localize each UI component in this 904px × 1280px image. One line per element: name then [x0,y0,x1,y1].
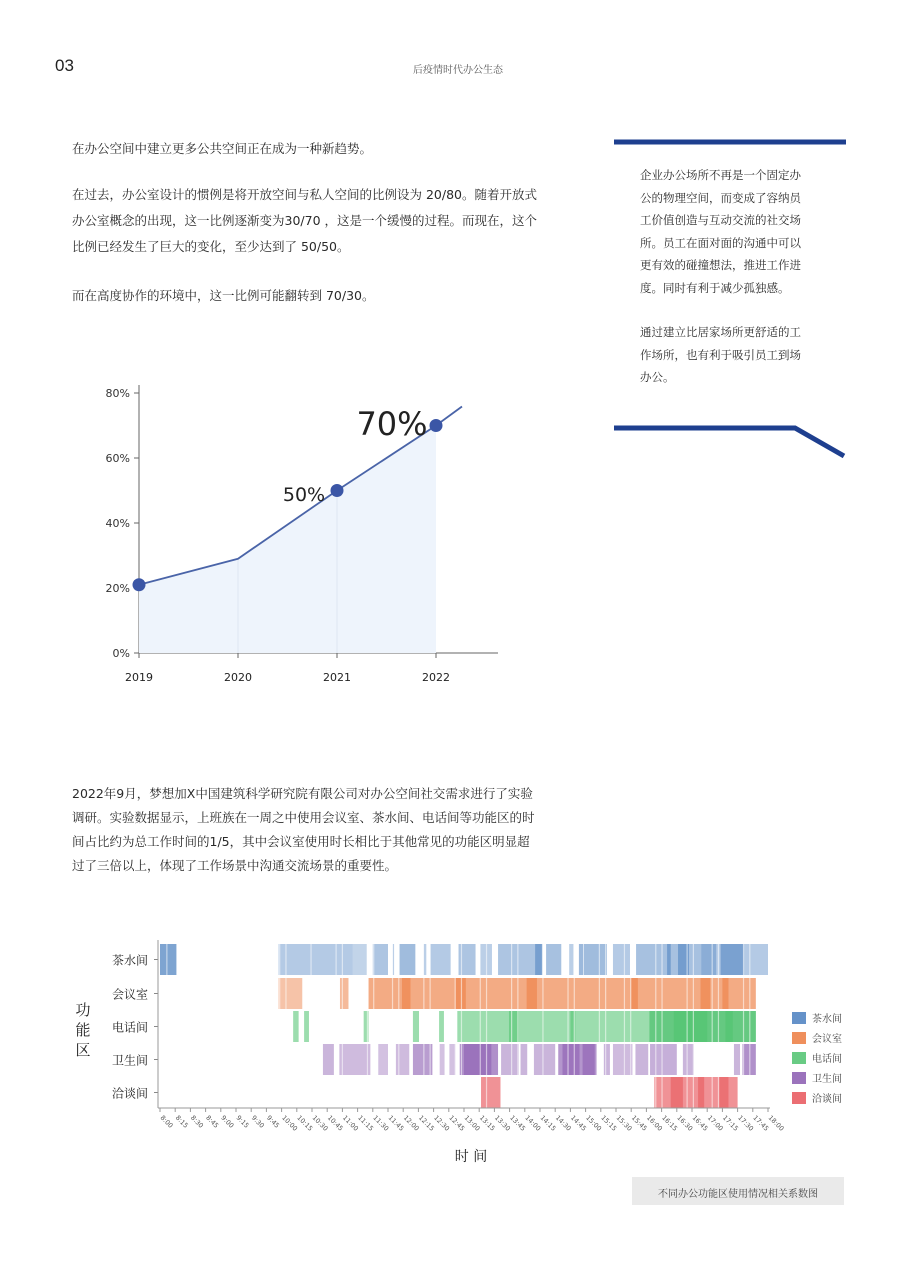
segment-gap [511,1044,512,1075]
x-tick-label: 9:00 [219,1113,236,1130]
x-tick-label: 15:30 [614,1113,634,1133]
usage-segment-dense [721,944,744,975]
segment-gap [285,978,286,1009]
segment-gap [687,978,688,1009]
legend-label: 茶水间 [812,1014,842,1025]
usage-segment-dense [402,978,411,1009]
segment-gap [398,978,399,1009]
usage-segment [293,1011,298,1042]
segment-gap [605,944,606,975]
x-tick-label: 13:30 [492,1113,512,1133]
usage-segment [613,1044,632,1075]
usage-segment [501,1044,519,1075]
segment-gap [712,1011,713,1042]
segment-gap [718,978,719,1009]
segment-gap [486,978,487,1009]
usage-segment-dense [455,978,465,1009]
legend-swatch [792,1012,806,1024]
row-label: 卫生间 [111,1053,148,1068]
usage-segment [353,944,367,975]
segment-gap [693,1011,694,1042]
segment-gap [599,944,600,975]
x-tick-label: 13:45 [508,1113,528,1133]
segment-gap [342,978,343,1009]
segment-gap [166,944,167,975]
segment-gap [285,944,286,975]
usage-segment [396,1044,409,1075]
x-tick-label: 17:30 [736,1113,756,1133]
x-tick-label: 14:45 [568,1113,588,1133]
legend-swatch [792,1032,806,1044]
segment-gap [605,978,606,1009]
usage-segment [378,1044,388,1075]
usage-segment-dense [719,1077,728,1108]
legend-label: 洽谈间 [812,1094,842,1105]
x-tick-label: 15:15 [599,1113,619,1133]
segment-gap [655,1077,656,1108]
segment-gap [480,1011,481,1042]
segment-gap [542,978,543,1009]
segment-gap [693,1044,694,1075]
usage-segment [521,1044,528,1075]
usage-segment [604,1044,610,1075]
x-tick-label: 10:45 [325,1113,345,1133]
usage-segment [400,944,416,975]
x-tick-label: 13:00 [462,1113,482,1133]
segment-gap [661,1077,662,1108]
page-header-title: 后疫情时代办公生态 [413,65,503,76]
usage-segment [734,1044,740,1075]
segment-gap [630,978,631,1009]
segment-gap [461,978,462,1009]
usage-segment-dense [667,944,671,975]
segment-gap [423,978,424,1009]
paragraph-collab: 而在高度协作的环境中，这一比例可能翻转到 70/30。 [72,288,375,303]
x-tick-label: 11:45 [386,1113,406,1133]
segment-gap [712,978,713,1009]
x-tick-label: 2021 [323,671,351,684]
segment-gap [486,1077,487,1108]
segment-gap [624,1044,625,1075]
segment-gap [430,978,431,1009]
segment-gap [624,978,625,1009]
y-tick-label: 80% [105,387,130,400]
usage-segment [431,944,451,975]
segment-gap [693,944,694,975]
row-label: 茶水间 [111,953,148,968]
segment-gap [630,1011,631,1042]
page-number: 03 [55,56,74,75]
usage-segment [613,944,630,975]
segment-gap [517,1044,518,1075]
x-tick-label: 10:15 [295,1113,315,1133]
usage-segment-dense [674,1011,707,1042]
segment-gap [718,1011,719,1042]
usage-segment-dense [583,1044,595,1075]
segment-gap [279,978,280,1009]
usage-segment [279,978,303,1009]
segment-gap [486,1011,487,1042]
segment-gap [712,1077,713,1108]
usage-segment [584,944,607,975]
usage-segment [279,944,353,975]
segment-gap [655,944,656,975]
x-tick-label: 16:45 [690,1113,710,1133]
chart-caption: 不同办公功能区使用情况相关系数图 [658,1189,818,1200]
x-tick-label: 14:00 [523,1113,543,1133]
segment-gap [480,1044,481,1075]
segment-gap [599,1011,600,1042]
segment-gap [542,1044,543,1075]
segment-gap [743,944,744,975]
x-tick-label: 16:15 [660,1113,680,1133]
segment-gap [743,978,744,1009]
x-tick-label: 17:00 [705,1113,725,1133]
x-tick-label: 12:45 [447,1113,467,1133]
x-tick-label: 18:00 [766,1113,786,1133]
usage-segment [650,1044,677,1075]
segment-gap [342,1044,343,1075]
segment-gap [511,1011,512,1042]
usage-segment-dense [631,978,638,1009]
legend-swatch [792,1092,806,1104]
row-label: 电话间 [111,1020,148,1035]
segment-gap [373,978,374,1009]
usage-segment [413,1044,432,1075]
x-tick-label: 11:15 [356,1113,376,1133]
usage-segment [373,944,388,975]
annotation-50: 50% [282,484,326,506]
segment-gap [486,944,487,975]
segment-gap [461,1011,462,1042]
segment-gap [567,1011,568,1042]
x-tick-label: 16:30 [675,1113,695,1133]
segment-gap [687,944,688,975]
segment-gap [718,944,719,975]
segment-gap [743,1011,744,1042]
segment-gap [455,1044,456,1075]
usage-segment [160,944,176,975]
usage-segment [340,978,349,1009]
segment-gap [687,1044,688,1075]
segment-gap [605,1011,606,1042]
x-tick-label: 10:30 [310,1113,330,1133]
usage-segment [369,978,756,1009]
segment-gap [655,978,656,1009]
row-label: 洽谈间 [111,1086,148,1101]
x-tick-label: 11:30 [371,1113,391,1133]
segment-gap [486,1044,487,1075]
segment-gap [342,944,343,975]
usage-segment [546,944,561,975]
x-tick-label: 17:45 [751,1113,771,1133]
usage-segment-dense [464,1044,491,1075]
x-tick-label: 14:15 [538,1113,558,1133]
segment-gap [749,978,750,1009]
usage-segment [439,1011,444,1042]
y-tick-label: 60% [105,452,130,465]
segment-gap [605,1044,606,1075]
segment-gap [624,944,625,975]
usage-segment [701,944,716,975]
segment-gap [661,1044,662,1075]
usage-segment [339,1044,370,1075]
paragraph-survey: 2022年9月，梦想加X中国建筑科学研究院有限公司对办公空间社交需求进行了实验调研。实验数据显示，上班族在一周之中使用会议室、茶水间、电话间等功能区的时间占比约为总工作时间的1/5，其中会议室使用时长相比于其他常见的功能区明显超过了三倍以上，体现了工作场景中沟通交流场景的重要性。 [72,786,535,873]
segment-gap [517,944,518,975]
paragraph-history: 在过去，办公室设计的惯例是将开放空间与私人空间的比例设为 20/80。随着开放式办公室概念的出现，这一比例逐渐变为30/70 ，这是一个缓慢的过程。而现在，这个比例已经发生了巨大的变化，至少达到了 50/50。 [72,187,537,254]
usage-segment-dense [562,1044,579,1075]
segment-gap [743,1044,744,1075]
x-tick-label: 15:00 [584,1113,604,1133]
usage-segment [304,1011,309,1042]
paragraph-trend: 在办公空间中建立更多公共空间正在成为一种新趋势。 [72,141,373,156]
segment-gap [517,978,518,1009]
usage-segment-dense [671,1077,683,1108]
legend-swatch [792,1072,806,1084]
segment-gap [661,944,662,975]
x-tick-label: 8:45 [204,1113,221,1130]
segment-gap [310,944,311,975]
legend-label: 会议室 [812,1034,842,1045]
x-tick-label: 2019 [125,671,153,684]
segment-gap [712,944,713,975]
x-tick-label: 9:45 [264,1113,281,1130]
x-tick-label: 2022 [422,671,450,684]
usage-segment [393,944,394,975]
segment-gap [574,978,575,1009]
row-label: 会议室 [111,987,148,1002]
x-tick-label: 12:30 [432,1113,452,1133]
segment-gap [279,944,280,975]
usage-segment [481,1077,500,1108]
x-tick-label: 8:00 [158,1113,175,1130]
usage-segment [569,944,573,975]
segment-gap [693,1077,694,1108]
segment-gap [392,978,393,1009]
usage-segment [449,1044,455,1075]
segment-gap [749,944,750,975]
annotation-70: 70% [356,405,428,443]
segment-gap [655,1044,656,1075]
segment-gap [749,1011,750,1042]
segment-gap [687,1077,688,1108]
usage-segment-dense [509,1011,519,1042]
x-tick-label: 9:30 [249,1113,266,1130]
segment-gap [480,978,481,1009]
segment-gap [567,978,568,1009]
legend-label: 电话间 [812,1054,842,1065]
segment-gap [693,978,694,1009]
usage-segment-dense [698,1077,704,1108]
x-tick-label: 11:00 [340,1113,360,1133]
segment-gap [336,944,337,975]
legend-swatch [792,1052,806,1064]
usage-segment-dense [701,978,711,1009]
x-tick-label: 14:30 [553,1113,573,1133]
x-tick-label: 12:15 [416,1113,436,1133]
y-axis-title-char: 功 [75,1001,91,1019]
usage-segment-dense [722,978,728,1009]
segment-gap [511,978,512,1009]
x-tick-label: 16:00 [644,1113,664,1133]
usage-segment [635,1044,648,1075]
usage-segment [534,1044,555,1075]
segment-gap [624,1011,625,1042]
x-tick-label: 2020 [224,671,252,684]
usage-segment [683,1044,694,1075]
usage-segment [323,1044,334,1075]
x-tick-label: 15:45 [629,1113,649,1133]
x-tick-label: 9:15 [234,1113,251,1130]
segment-gap [373,944,374,975]
segment-gap [542,944,543,975]
y-tick-label: 20% [105,582,130,595]
segment-gap [718,1077,719,1108]
x-tick-label: 12:00 [401,1113,421,1133]
segment-gap [749,1044,750,1075]
y-axis-title-char: 区 [75,1041,91,1059]
segment-gap [661,1011,662,1042]
segment-gap [687,1011,688,1042]
usage-segment-dense [579,944,583,975]
segment-gap [398,1044,399,1075]
x-tick-label: 8:30 [188,1113,205,1130]
sidebar-paragraph-1: 企业办公场所不再是一个固定办公的物理空间，而变成了容纳员工价值创造与互动交流的社交场所。员工在面对面的沟通中可以更有效的碰撞想法，推进工作进度。同时有利于减少孤独感。 [640,168,801,295]
usage-segment-dense [535,944,542,975]
usage-segment-dense [725,1011,732,1042]
segment-gap [567,1044,568,1075]
x-tick-label: 10:00 [280,1113,300,1133]
segment-gap [574,1011,575,1042]
usage-segment [413,1011,419,1042]
y-tick-label: 0% [112,647,130,660]
segment-gap [655,1011,656,1042]
usage-segment [424,944,426,975]
x-tick-label: 8:15 [173,1113,190,1130]
segment-gap [423,1044,424,1075]
sidebar-paragraph-2: 通过建立比居家场所更舒适的工作场所，也有利于吸引员工到场办公。 [640,325,801,384]
y-tick-label: 40% [105,517,130,530]
segment-gap [661,978,662,1009]
usage-segment [742,1044,755,1075]
segment-gap [461,1044,462,1075]
legend-label: 卫生间 [812,1074,842,1085]
segment-gap [367,1011,368,1042]
segment-gap [455,978,456,1009]
segment-gap [599,978,600,1009]
segment-gap [430,1044,431,1075]
segment-gap [511,944,512,975]
x-axis-title: 时 间 [454,1149,488,1165]
segment-gap [367,1044,368,1075]
usage-segment-dense [527,978,537,1009]
segment-gap [542,1011,543,1042]
segment-gap [574,1044,575,1075]
segment-gap [630,1044,631,1075]
y-axis-title-char: 能 [75,1021,91,1039]
x-tick-label: 13:15 [477,1113,497,1133]
segment-gap [461,944,462,975]
segment-gap [517,1011,518,1042]
x-tick-label: 17:15 [720,1113,740,1133]
usage-segment [440,1044,445,1075]
